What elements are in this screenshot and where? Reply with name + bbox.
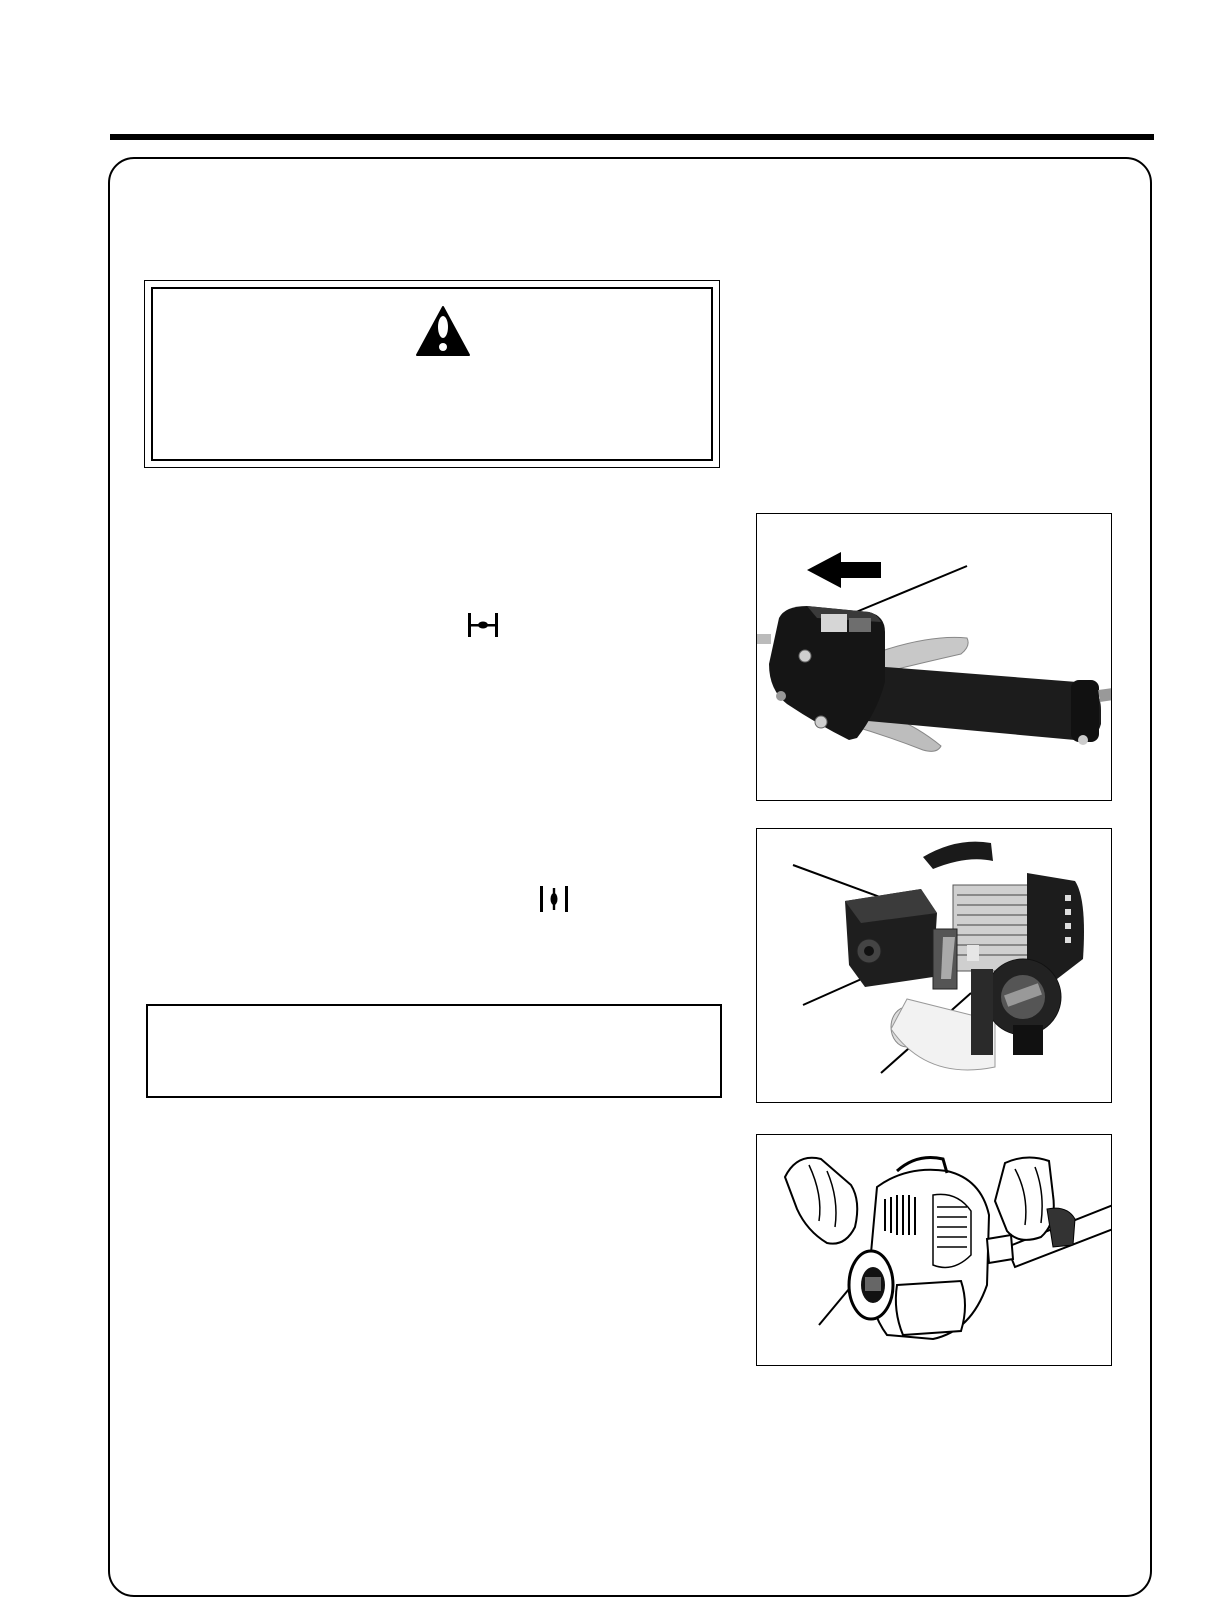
engine-illustration	[757, 829, 1112, 1103]
arrow-left-icon	[807, 552, 881, 588]
cylinder	[953, 885, 1033, 971]
choke-closed-symbol-icon	[538, 884, 570, 914]
header-rule	[110, 134, 1154, 140]
note-box	[146, 1004, 722, 1098]
shaft	[1099, 694, 1112, 696]
left-hand	[785, 1158, 857, 1244]
figure-engine	[756, 828, 1112, 1103]
throttle-handle-illustration	[757, 514, 1112, 801]
warning-triangle-icon	[415, 305, 471, 357]
warning-box	[144, 280, 720, 468]
stop-position-symbol-icon	[466, 611, 500, 639]
warning-box-inner	[151, 287, 713, 461]
grip-end	[1071, 680, 1099, 742]
figure-starting-position	[756, 1134, 1112, 1366]
figure-throttle-handle	[756, 513, 1112, 801]
stop-switch	[821, 614, 847, 632]
starting-position-illustration	[757, 1135, 1112, 1366]
